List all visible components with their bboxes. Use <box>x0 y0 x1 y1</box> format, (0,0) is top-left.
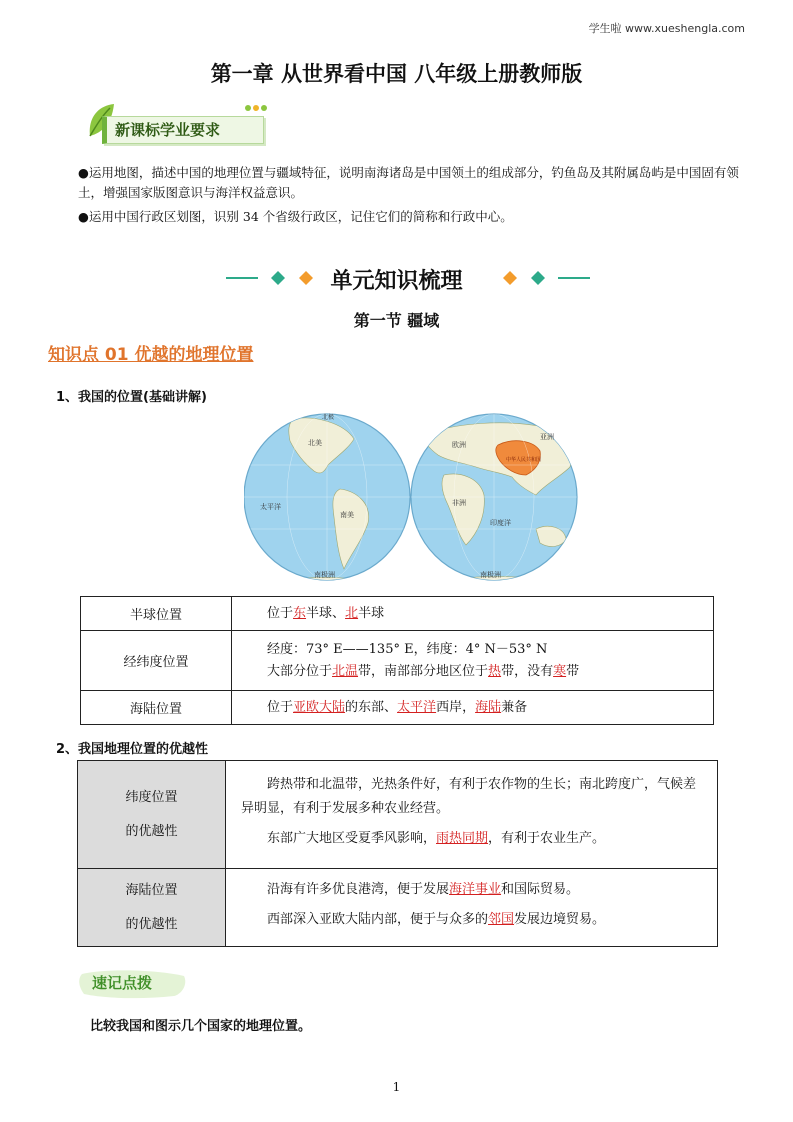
table-row <box>81 691 714 725</box>
table-row-value: 位于东半球、北半球 <box>232 597 714 631</box>
world-hemispheres-map <box>244 405 580 591</box>
page-number: 1 <box>392 1080 401 1094</box>
map-label-asia: 亚洲 <box>540 433 554 441</box>
map-label-africa: 非洲 <box>452 499 466 507</box>
table-row-label: 经纬度位置 <box>81 631 232 691</box>
item1-title: 1、我国的位置(基础讲解) <box>56 390 207 405</box>
requirements-banner-label: 新课标学业要求 <box>102 116 264 144</box>
requirements-banner <box>72 98 272 156</box>
watermark: 学生啦 www.xueshengla.com <box>588 22 745 35</box>
table-row-label: 半球位置 <box>81 597 232 631</box>
section-header <box>0 262 793 296</box>
compare-prompt: 比较我国和图示几个国家的地理位置。 <box>90 1019 312 1034</box>
table-row <box>81 631 714 691</box>
memo-label: 速记点拨 <box>92 974 153 992</box>
requirement-bullet-2: ●运用中国行政区划图，识别 34 个省级行政区，记住它们的简称和行政中心。 <box>78 209 513 224</box>
map-label-south-america: 南美 <box>340 511 354 519</box>
section-subtitle: 第一节 疆域 <box>353 311 440 330</box>
knowledge-point-title: 知识点 01 优越的地理位置 <box>48 345 254 365</box>
page-title: 第一章 从世界看中国 八年级上册教师版 <box>210 62 583 86</box>
memo-badge <box>78 966 190 1000</box>
map-label-china: 中华人民共和国 <box>506 457 542 463</box>
map-label-pacific: 太平洋 <box>260 503 281 511</box>
position-table <box>80 596 714 725</box>
table-row-value: 跨热带和北温带，光热条件好，有利于农作物的生长；南北跨度广，气候差异明显，有利于发展多种农业经营。 东部广大地区受夏季风影响，雨热同期，有利于农业生产。 <box>226 761 718 869</box>
map-label-east-antarctica: 南极洲 <box>480 571 501 579</box>
western-hemisphere <box>244 413 410 591</box>
table-row-value: 沿海有许多优良港湾，便于发展海洋事业和国际贸易。 西部深入亚欧大陆内部，便于与众多的邻国发展边境贸易。 <box>226 869 718 947</box>
table-row <box>78 761 718 869</box>
eastern-hemisphere <box>411 414 577 591</box>
map-label-europe: 欧洲 <box>452 441 466 449</box>
section-decoration-right <box>492 268 602 288</box>
table-row-value: 经度：73° E——135° E，纬度：4° N－53° N 大部分位于北温带，南部部分地区位于热带，没有寒带 <box>232 631 714 691</box>
map-label-west-north: 北极 <box>322 414 335 421</box>
map-label-west-antarctica: 南极洲 <box>314 571 335 579</box>
map-label-north-america: 北美 <box>308 439 322 447</box>
table-row <box>81 597 714 631</box>
table-row <box>78 869 718 947</box>
table-row-label: 海陆位置 <box>81 691 232 725</box>
advantage-table <box>77 760 718 947</box>
item2-title: 2、我国地理位置的优越性 <box>56 742 209 757</box>
dots-decoration <box>244 102 268 114</box>
section-title: 单元知识梳理 <box>330 269 463 294</box>
table-row-label: 纬度位置 的优越性 <box>78 761 226 869</box>
table-row-value: 位于亚欧大陆的东部、太平洋西岸，海陆兼备 <box>232 691 714 725</box>
requirement-bullet-1: ●运用地图，描述中国的地理位置与疆域特征，说明南海诸岛是中国领土的组成部分，钓鱼岛及其附属岛屿是中国固有领土，增强国家版图意识与海洋权益意识。 <box>78 165 739 200</box>
table-row-label: 海陆位置 的优越性 <box>78 869 226 947</box>
map-label-indian-ocean: 印度洋 <box>490 519 511 527</box>
